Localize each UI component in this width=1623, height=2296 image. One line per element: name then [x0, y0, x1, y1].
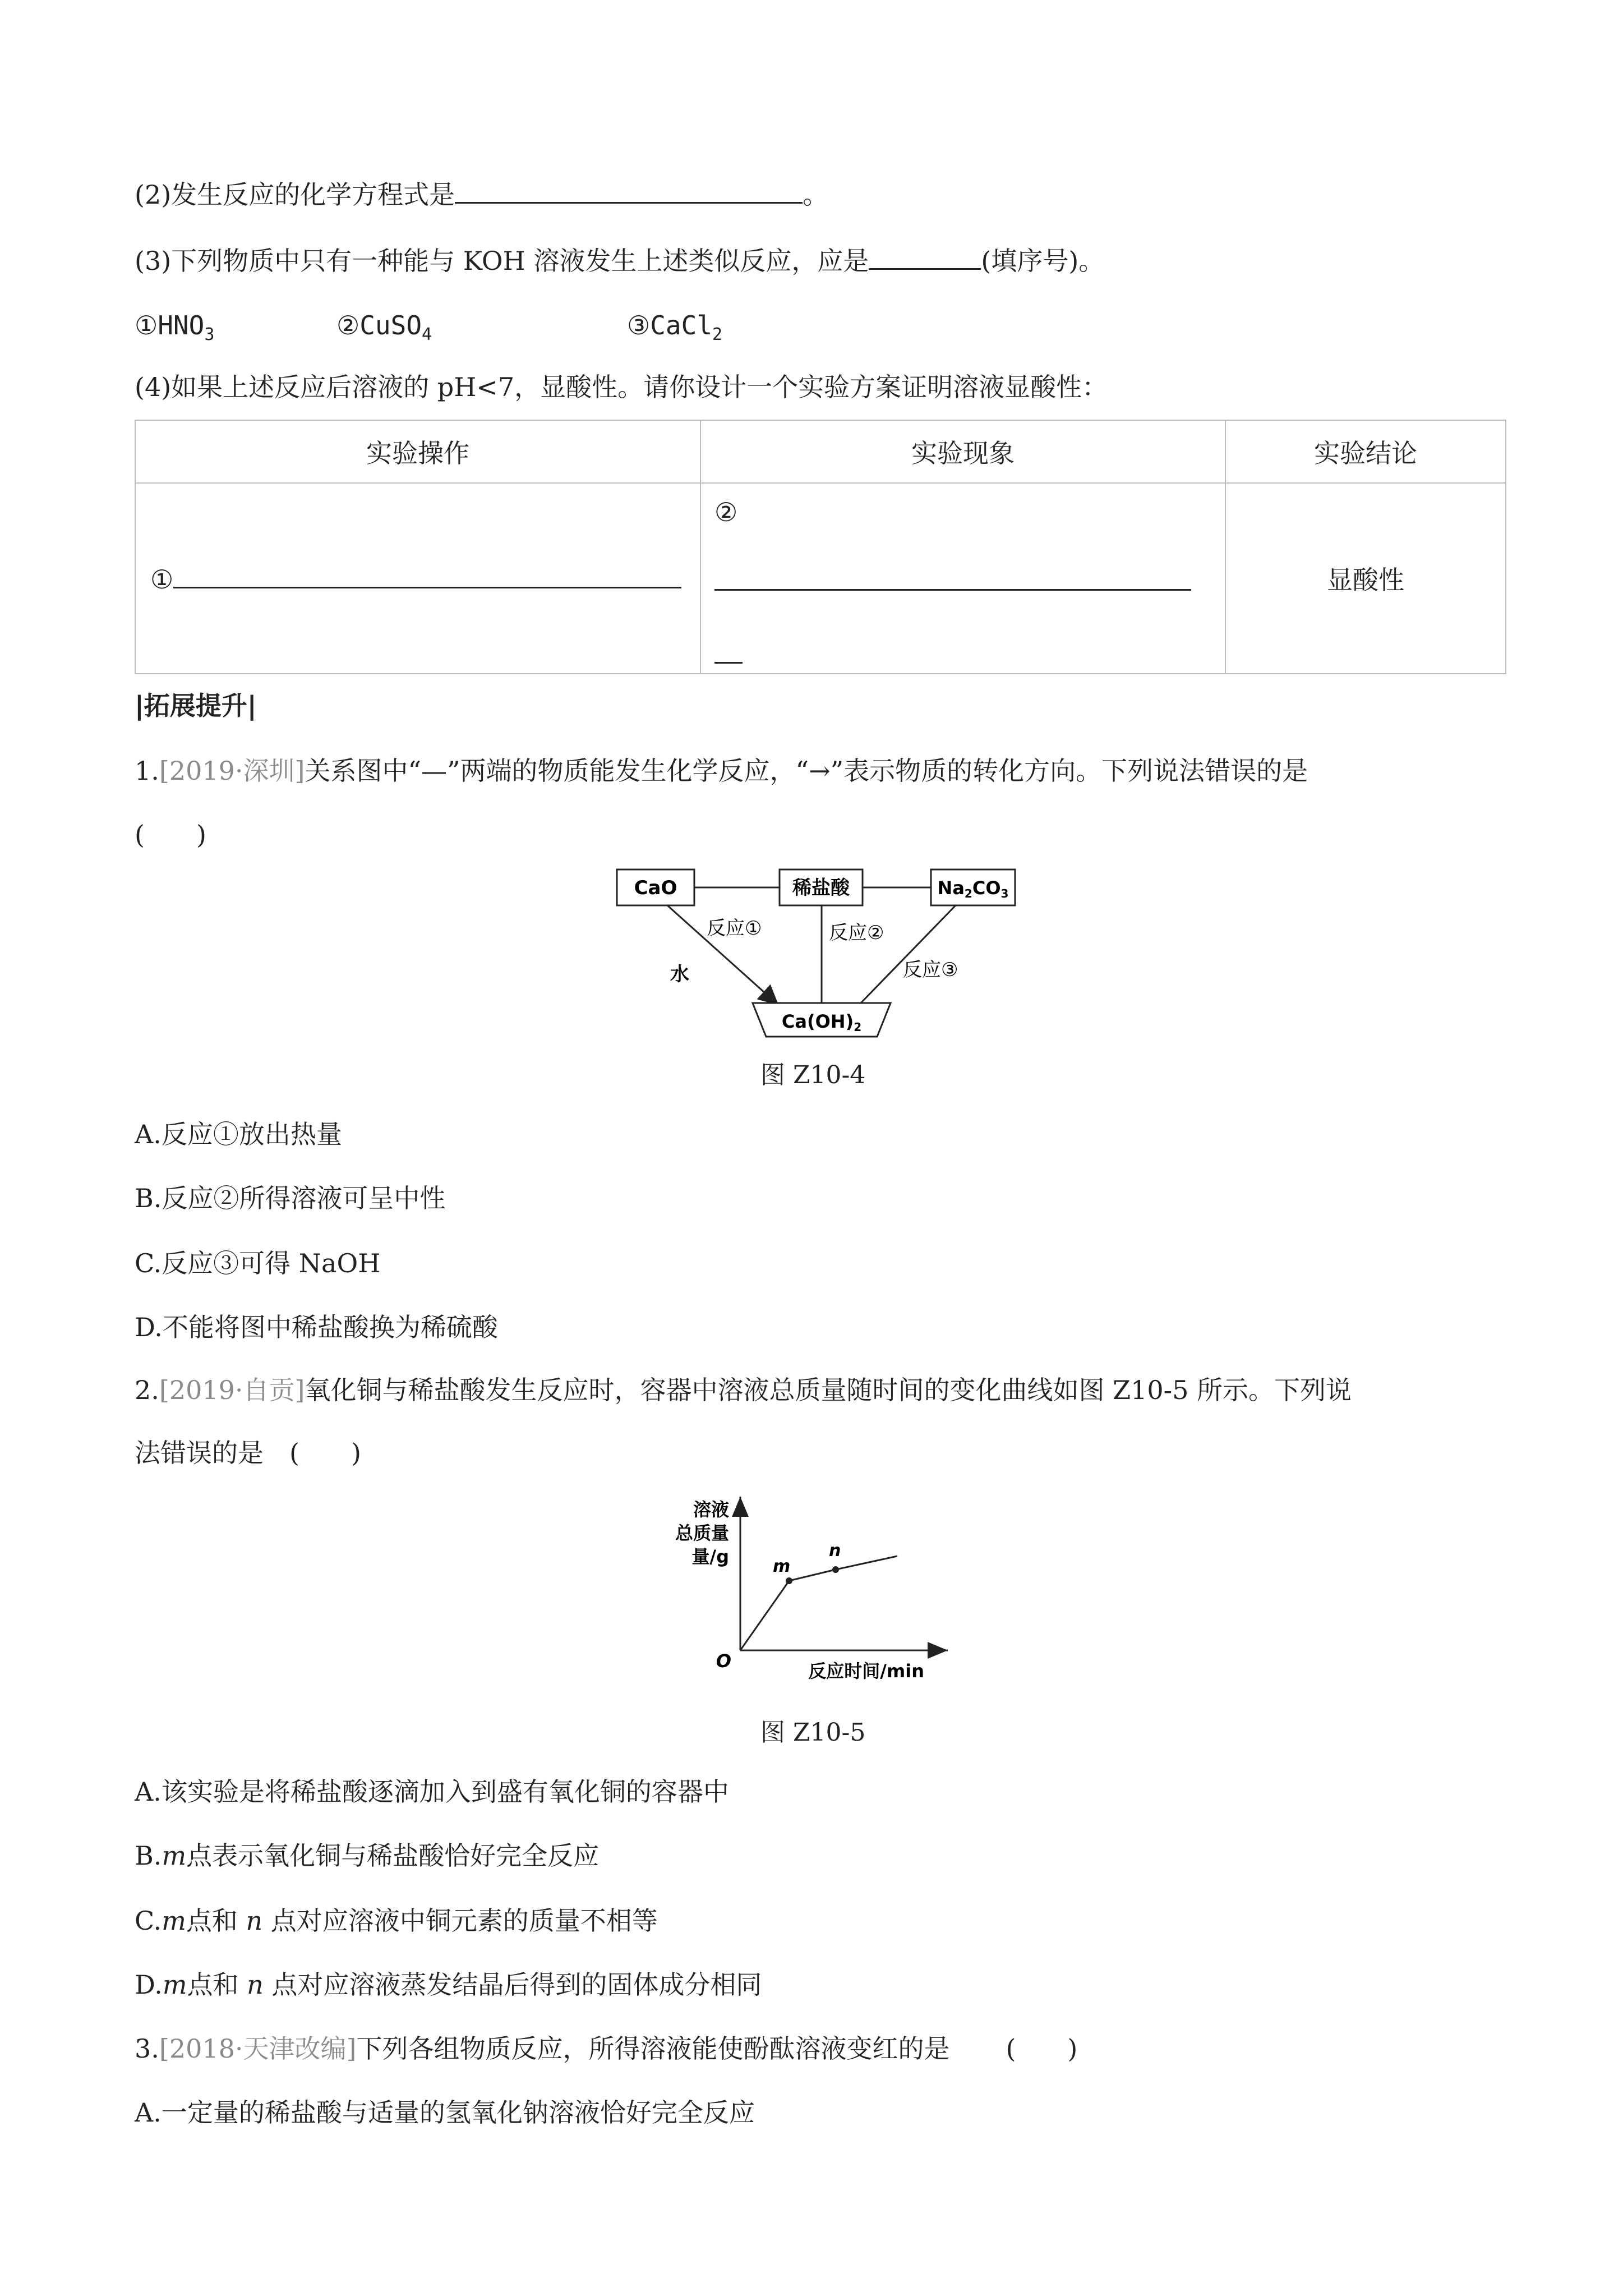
figure-caption: 图 Z10-5: [760, 1718, 866, 1747]
operation-cell: [135, 483, 700, 674]
line-na2co3-caoh2: [861, 905, 956, 1003]
origin-label: O: [716, 1650, 731, 1672]
option-b[interactable]: B.m点表示氧化铜与稀盐酸恰好完全反应: [135, 1841, 600, 1871]
question-1: [135, 754, 1308, 788]
question-number: 2.: [135, 1375, 159, 1405]
table-row: [135, 483, 1506, 674]
y-label-line-1: 溶液: [693, 1499, 729, 1520]
y-label-line-2: 总质量: [675, 1522, 729, 1544]
answer-blank[interactable]: [455, 177, 803, 204]
option-a[interactable]: A.反应①放出热量: [135, 1119, 342, 1149]
experiment-table: [135, 420, 1506, 674]
option-d[interactable]: D.m点和 n 点对应溶液蒸发结晶后得到的固体成分相同: [135, 1970, 762, 2000]
mass-time-chart: [673, 1481, 953, 1694]
part-3-text: (3)下列物质中只有一种能与 KOH 溶液发生上述类似反应，应是: [135, 246, 869, 276]
circle-2-mark: ②: [714, 497, 738, 527]
part-2-text: (2)发生反应的化学方程式是: [135, 180, 455, 210]
y-label-line-3: 量/g: [691, 1546, 729, 1567]
label-water: 水: [670, 963, 689, 986]
question-3: [135, 2032, 1077, 2065]
point-m-label: m: [773, 1557, 791, 1576]
question-number: 3.: [135, 2033, 159, 2064]
circle-1-mark: ①: [150, 564, 174, 595]
point-n: [832, 1566, 839, 1573]
option-cacl2: ③CaCl$_2$: [627, 310, 723, 345]
operation-blank[interactable]: [173, 562, 681, 588]
phenomenon-cell: [700, 483, 1225, 674]
phenomenon-blank-1[interactable]: [714, 589, 1191, 591]
option-d[interactable]: D.不能将图中稀盐酸换为稀硫酸: [135, 1312, 498, 1342]
option-c[interactable]: C.m点和 n 点对应溶液中铜元素的质量不相等: [135, 1906, 658, 1936]
relation-diagram: [606, 858, 1043, 1049]
question-part-2: [135, 177, 828, 211]
option-cuso4: ②CuSO$_4$: [336, 310, 432, 345]
option-c[interactable]: C.反应③可得 NaOH: [135, 1248, 381, 1278]
figure-caption: 图 Z10-4: [760, 1061, 866, 1089]
period: 。: [803, 180, 829, 210]
label-caoh2: Ca(OH)2: [781, 1011, 862, 1034]
header-phenomenon: 实验现象: [700, 420, 1225, 483]
option-hno3: $①HNO_3$: [135, 310, 215, 345]
question-text: 关系图中“—”两端的物质能发生化学反应，“→”表示物质的转化方向。下列说法错误的是: [305, 756, 1308, 786]
header-operation: 实验操作: [135, 420, 700, 483]
question-source: [2019·深圳]: [159, 756, 305, 786]
answer-blank[interactable]: [869, 243, 981, 270]
option-a[interactable]: A.该实验是将稀盐酸逐滴加入到盛有氧化铜的容器中: [135, 1777, 729, 1807]
part-3-end: (填序号)。: [981, 246, 1105, 276]
phenomenon-blank-2[interactable]: [714, 662, 743, 664]
answer-paren[interactable]: ( ): [135, 820, 206, 850]
answer-paren[interactable]: ( ): [1006, 2033, 1078, 2064]
question-text: 氧化铜与稀盐酸发生反应时，容器中溶液总质量随时间的变化曲线如图 Z10-5 所示。下列说: [305, 1375, 1352, 1405]
option-a[interactable]: A.一定量的稀盐酸与适量的氢氧化钠溶液恰好完全反应: [135, 2097, 755, 2128]
question-text: 下列各组物质反应，所得溶液能使酚酞溶液变红的是: [356, 2033, 950, 2064]
options-row: [135, 309, 723, 352]
header-conclusion: 实验结论: [1225, 420, 1506, 483]
question-part-3: [135, 243, 1104, 278]
label-reaction-3: 反应③: [903, 959, 958, 981]
table-header-row: [135, 420, 1506, 483]
point-m: [786, 1577, 792, 1584]
label-reaction-2: 反应②: [829, 922, 884, 944]
question-source: [2018·天津改编]: [159, 2033, 357, 2064]
point-n-label: n: [829, 1541, 841, 1561]
question-2-cont: 法错误的是 ( ): [135, 1438, 361, 1468]
question-part-4: (4)如果上述反应后溶液的 pH<7，显酸性。请你设计一个实验方案证明溶液显酸性：: [135, 372, 1108, 402]
label-hcl: 稀盐酸: [792, 877, 850, 899]
label-reaction-1: 反应①: [707, 917, 762, 940]
label-na2co3: Na2CO3: [937, 877, 1009, 900]
mass-curve: [740, 1556, 897, 1650]
conclusion-cell: 显酸性: [1225, 483, 1506, 674]
section-heading: |拓展提升|: [135, 691, 257, 721]
question-source: [2019·自贡]: [159, 1375, 305, 1405]
question-2: [135, 1373, 1352, 1407]
label-cao: CaO: [634, 877, 677, 899]
option-b[interactable]: B.反应②所得溶液可呈中性: [135, 1183, 446, 1213]
x-axis-label: 反应时间/min: [808, 1660, 924, 1682]
question-number: 1.: [135, 756, 159, 786]
